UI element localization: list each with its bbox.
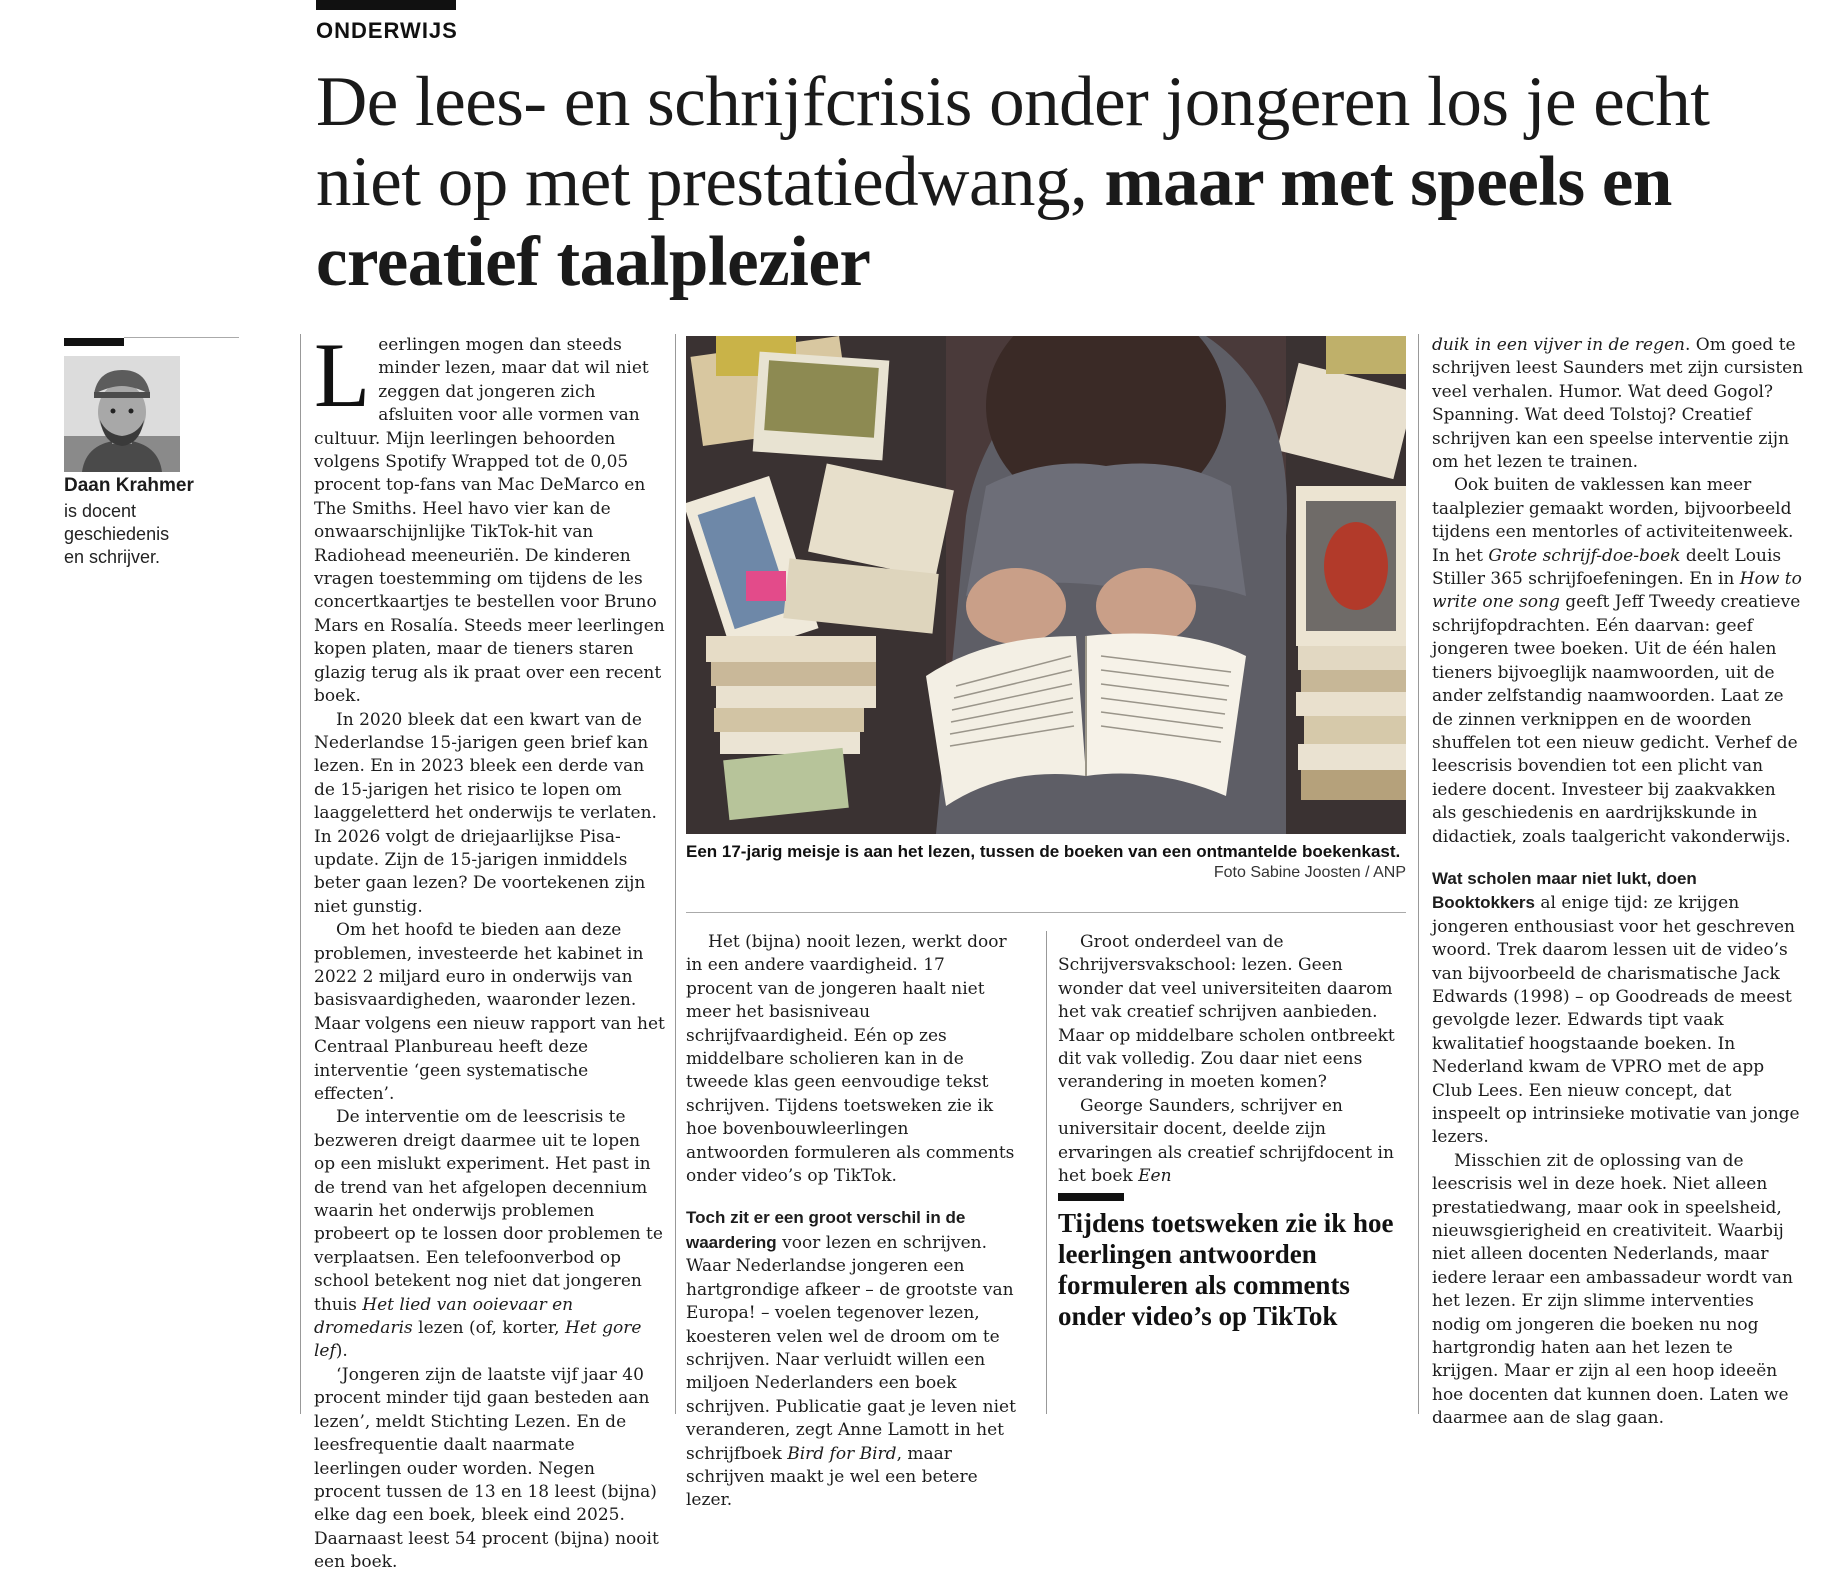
- book-title: Een: [1138, 1166, 1172, 1187]
- photo-credit: Foto Sabine Joosten / ANP: [1213, 864, 1406, 881]
- paragraph: Om het hoofd te bieden aan deze problemen, investeerde het kabinet in 2022 2 miljard euro in onderwijs van basisvaardigheden, waaronder lezen. Maar volgens een nieuw rapport van het Centraal Planbureau heeft deze interventie ‘geen systematische effecten’.: [314, 920, 665, 1104]
- pullquote: Tijdens toetsweken zie ik hoe leerlingen antwoorden formuleren als comments onder video’s op TikTok: [1058, 1208, 1394, 1331]
- paragraph: [1432, 867, 1804, 1150]
- paragraph: eerlingen mogen dan steeds minder lezen, maar dat wil niet zeggen dat jongeren zich afsluiten voor alle vormen van cultuur. Mijn leerlingen behoorden volgens Spotify Wrapped tot de 0,05 procent top-fans van Mac DeMarco en The Smiths. Heel havo vier kan de onwaarschijnlijke TikTok-hit van Radiohead meeneuriën. De kinderen vragen toestemming om tijdens de les concertkaartjes te bestellen voor Bruno Mars en Rosalía. Steeds meer leerlingen kopen platen, maar de tieners staren glazig terug als ik praat over een recent boek.: [314, 335, 665, 707]
- article-photo: [686, 336, 1406, 834]
- paragraph: [1432, 474, 1804, 849]
- book-title: duik in een vijver in de regen: [1432, 335, 1685, 355]
- author-avatar: [64, 356, 180, 472]
- paragraph: Groot onderdeel van de Schrijversvakschool: lezen. Geen wonder dat veel universiteiten daarom het vak creatief schrijven aanbieden. Maar op middelbare scholen ontbreekt dit vak volledig. Zou daar niet eens verandering in moeten komen?: [1058, 932, 1395, 1093]
- column-rule-1: [300, 334, 301, 1414]
- column-rule-2: [675, 334, 676, 1414]
- article-column-1: [314, 324, 666, 1575]
- subhead: Toch zit er een groot verschil in de waardering: [686, 1208, 966, 1252]
- paragraph: [1058, 1095, 1404, 1189]
- photo-caption: Een 17-jarig meisje is aan het lezen, tussen de boeken van een ontmantelde boekenkast.: [686, 842, 1401, 861]
- text-run: George Saunders, schrijver en universitair docent, deelde zijn ervaringen als creatief schrijfdocent in het boek: [1058, 1095, 1394, 1187]
- article-column-3: [1058, 931, 1404, 1188]
- paragraph: [1432, 334, 1804, 474]
- section-rule: [316, 0, 456, 10]
- section-label: ONDERWIJS: [316, 18, 458, 43]
- photo-rule: [686, 912, 1406, 913]
- book-title: Bird for Bird: [787, 1443, 897, 1464]
- paragraph: Het (bijna) nooit lezen, werkt door in een andere vaardigheid. 17 procent van de jongeren haalt niet meer het basisniveau schrijfvaardigheid. Eén op zes middelbare scholieren kan in de tweede klas geen eenvoudige tekst schrijven. Tijdens toetsweken zie ik hoe bovenbouwleerlingen antwoorden formuleren als comments onder video’s op TikTok.: [686, 932, 1015, 1187]
- paragraph: ‘Jongeren zijn de laatste vijf jaar 40 procent minder tijd gaan besteden aan lezen’, meldt Stichting Lezen. En de leesfrequentie daalt naarmate leerlingen ouder worden. Negen procent tussen de 13 en 18 leest (bijna) elke dag een boek, bleek eind 2025. Daarnaast leest 54 procent (bijna) nooit een boek.: [314, 1364, 659, 1573]
- book-title: Het lied van ooievaar en dromedaris: [314, 1294, 574, 1339]
- author-portrait-icon: [64, 356, 180, 472]
- author-bio: is docent geschiedenis en schrijver.: [64, 501, 170, 567]
- text-run: , maar schrijven maakt je wel een betere lezer.: [686, 1443, 978, 1511]
- headline-regular: De lees- en schrijfcrisis onder jongeren los je echt niet op met prestatiedwang,: [316, 63, 1710, 221]
- author-name: Daan Krahmer: [64, 475, 194, 496]
- text-run: deelt Louis Stiller 365 schrijfoefeningen. En in: [1432, 545, 1782, 590]
- paragraph: Misschien zit de oplossing van de leescrisis wel in deze hoek. Niet alleen prestatiedwang, maar ook in speelsheid, nieuwsgierigheid en creativiteit. Waarbij niet alleen docenten Nederlands, maar iedere leraar een ambassadeur wordt van het lezen. Er zijn slimme interventies nodig om jongeren die boeken nu nog hartgrondig haten aan het lezen te krijgen. Maar er zijn al een hoop ideeën hoe docenten dat kunnen doen. Laten we daarmee aan de slag gaan.: [1432, 1150, 1793, 1429]
- text-run: voor lezen en schrijven. Waar Nederlandse jongeren een hartgrondige afkeer – de grootste van Europa! – voelen tegenover lezen, koesteren velen wel de droom om te schrijven. Naar verluidt willen een miljoen Nederlanders een boek schrijven. Publicatie gaat je leven niet veranderen, zegt Anne Lamott in het schrijfboek: [686, 1232, 1016, 1464]
- book-title: Het gore lef: [314, 1318, 642, 1362]
- column-rule-4: [1418, 334, 1419, 1414]
- pullquote-rule: [1058, 1193, 1124, 1201]
- text-run: geeft Jeff Tweedy creatieve schrijfopdrachten. Eén daarvan: geef jongeren twee boeken. Uit de één halen tieners bijvoeglijk naamwoorden, uit de ander zelfstandig naamwoorden. Laat ze de zinnen verknippen en de woorden shuffelen tot een nieuw gedicht. Verhef de leescrisis bovendien tot een plicht van iedere docent. Investeer bij zaakvakken als geschiedenis en aardrijkskunde in didactiek, zoals taalgericht vakonderwijs.: [1432, 592, 1801, 847]
- headline: [316, 62, 1816, 302]
- headline-bold: maar met speels en creatief taalplezier: [316, 143, 1672, 301]
- girl-reading-books-image: [686, 336, 1406, 834]
- subhead: Wat scholen maar niet lukt, doen Booktokkers: [1432, 868, 1697, 913]
- author-rule: [64, 338, 124, 346]
- text-run: lezen (of, korter,: [418, 1318, 560, 1339]
- book-title: Grote schrijf-doe-boek: [1488, 545, 1681, 566]
- paragraph: In 2020 bleek dat een kwart van de Nederlandse 15-jarigen geen brief kan lezen. En in 2023 bleek een derde van de 15-jarigen het risico te lopen om laaggeletterd het onderwijs te verlaten. In 2026 volgt de driejaarlijkse Pisa-update. Zijn de 15-jarigen inmiddels beter gaan lezen? De voortekenen zijn niet gunstig.: [314, 709, 657, 917]
- paragraph: [314, 1106, 666, 1363]
- book-title: How to write one song: [1432, 569, 1802, 613]
- paragraph: [686, 1206, 1016, 1512]
- text-run: De interventie om de leescrisis te bezweren dreigt daarmee uit te lopen op een mislukt experiment. Het past in de trend van het afgelopen decennium waarin het onderwijs problemen probeert op te lossen door problemen te verplaatsen. Een telefoonverbod op school betekent nog niet dat jongeren thuis: [314, 1107, 663, 1315]
- article-column-2: [686, 931, 1016, 1513]
- author-thin-rule: [124, 337, 239, 338]
- text-run: ).: [335, 1341, 348, 1362]
- column-rule-3: [1046, 931, 1047, 1414]
- article-column-4: [1432, 334, 1804, 1431]
- text-run: al enige tijd: ze krijgen jongeren enthousiast voor het geschreven woord. Trek daarom lessen uit de video’s van bijvoorbeeld de charismatische Jack Edwards (1998) – op Goodreads de meest gevolgde lezer. Edwards tipt vaak kwalitatief hoogstaande boeken. In Nederland kwam de VPRO met de app Club Lees. Een nieuw concept, dat inspeelt op intrinsieke motivatie van jonge lezers.: [1432, 893, 1800, 1148]
- text-run: . Om goed te schrijven leest Saunders met zijn cursisten veel verhalen. Humor. Wat deed Gogol? Spanning. Wat deed Tolstoj? Creatief schrijven kan een speelse interventie zijn om het lezen te trainen.: [1432, 335, 1804, 473]
- dropcap: L: [314, 324, 371, 426]
- text-run: Ook buiten de vaklessen kan meer taalplezier gemaakt worden, bijvoorbeeld tijdens een mentorles of activiteitenweek. In het: [1432, 475, 1794, 566]
